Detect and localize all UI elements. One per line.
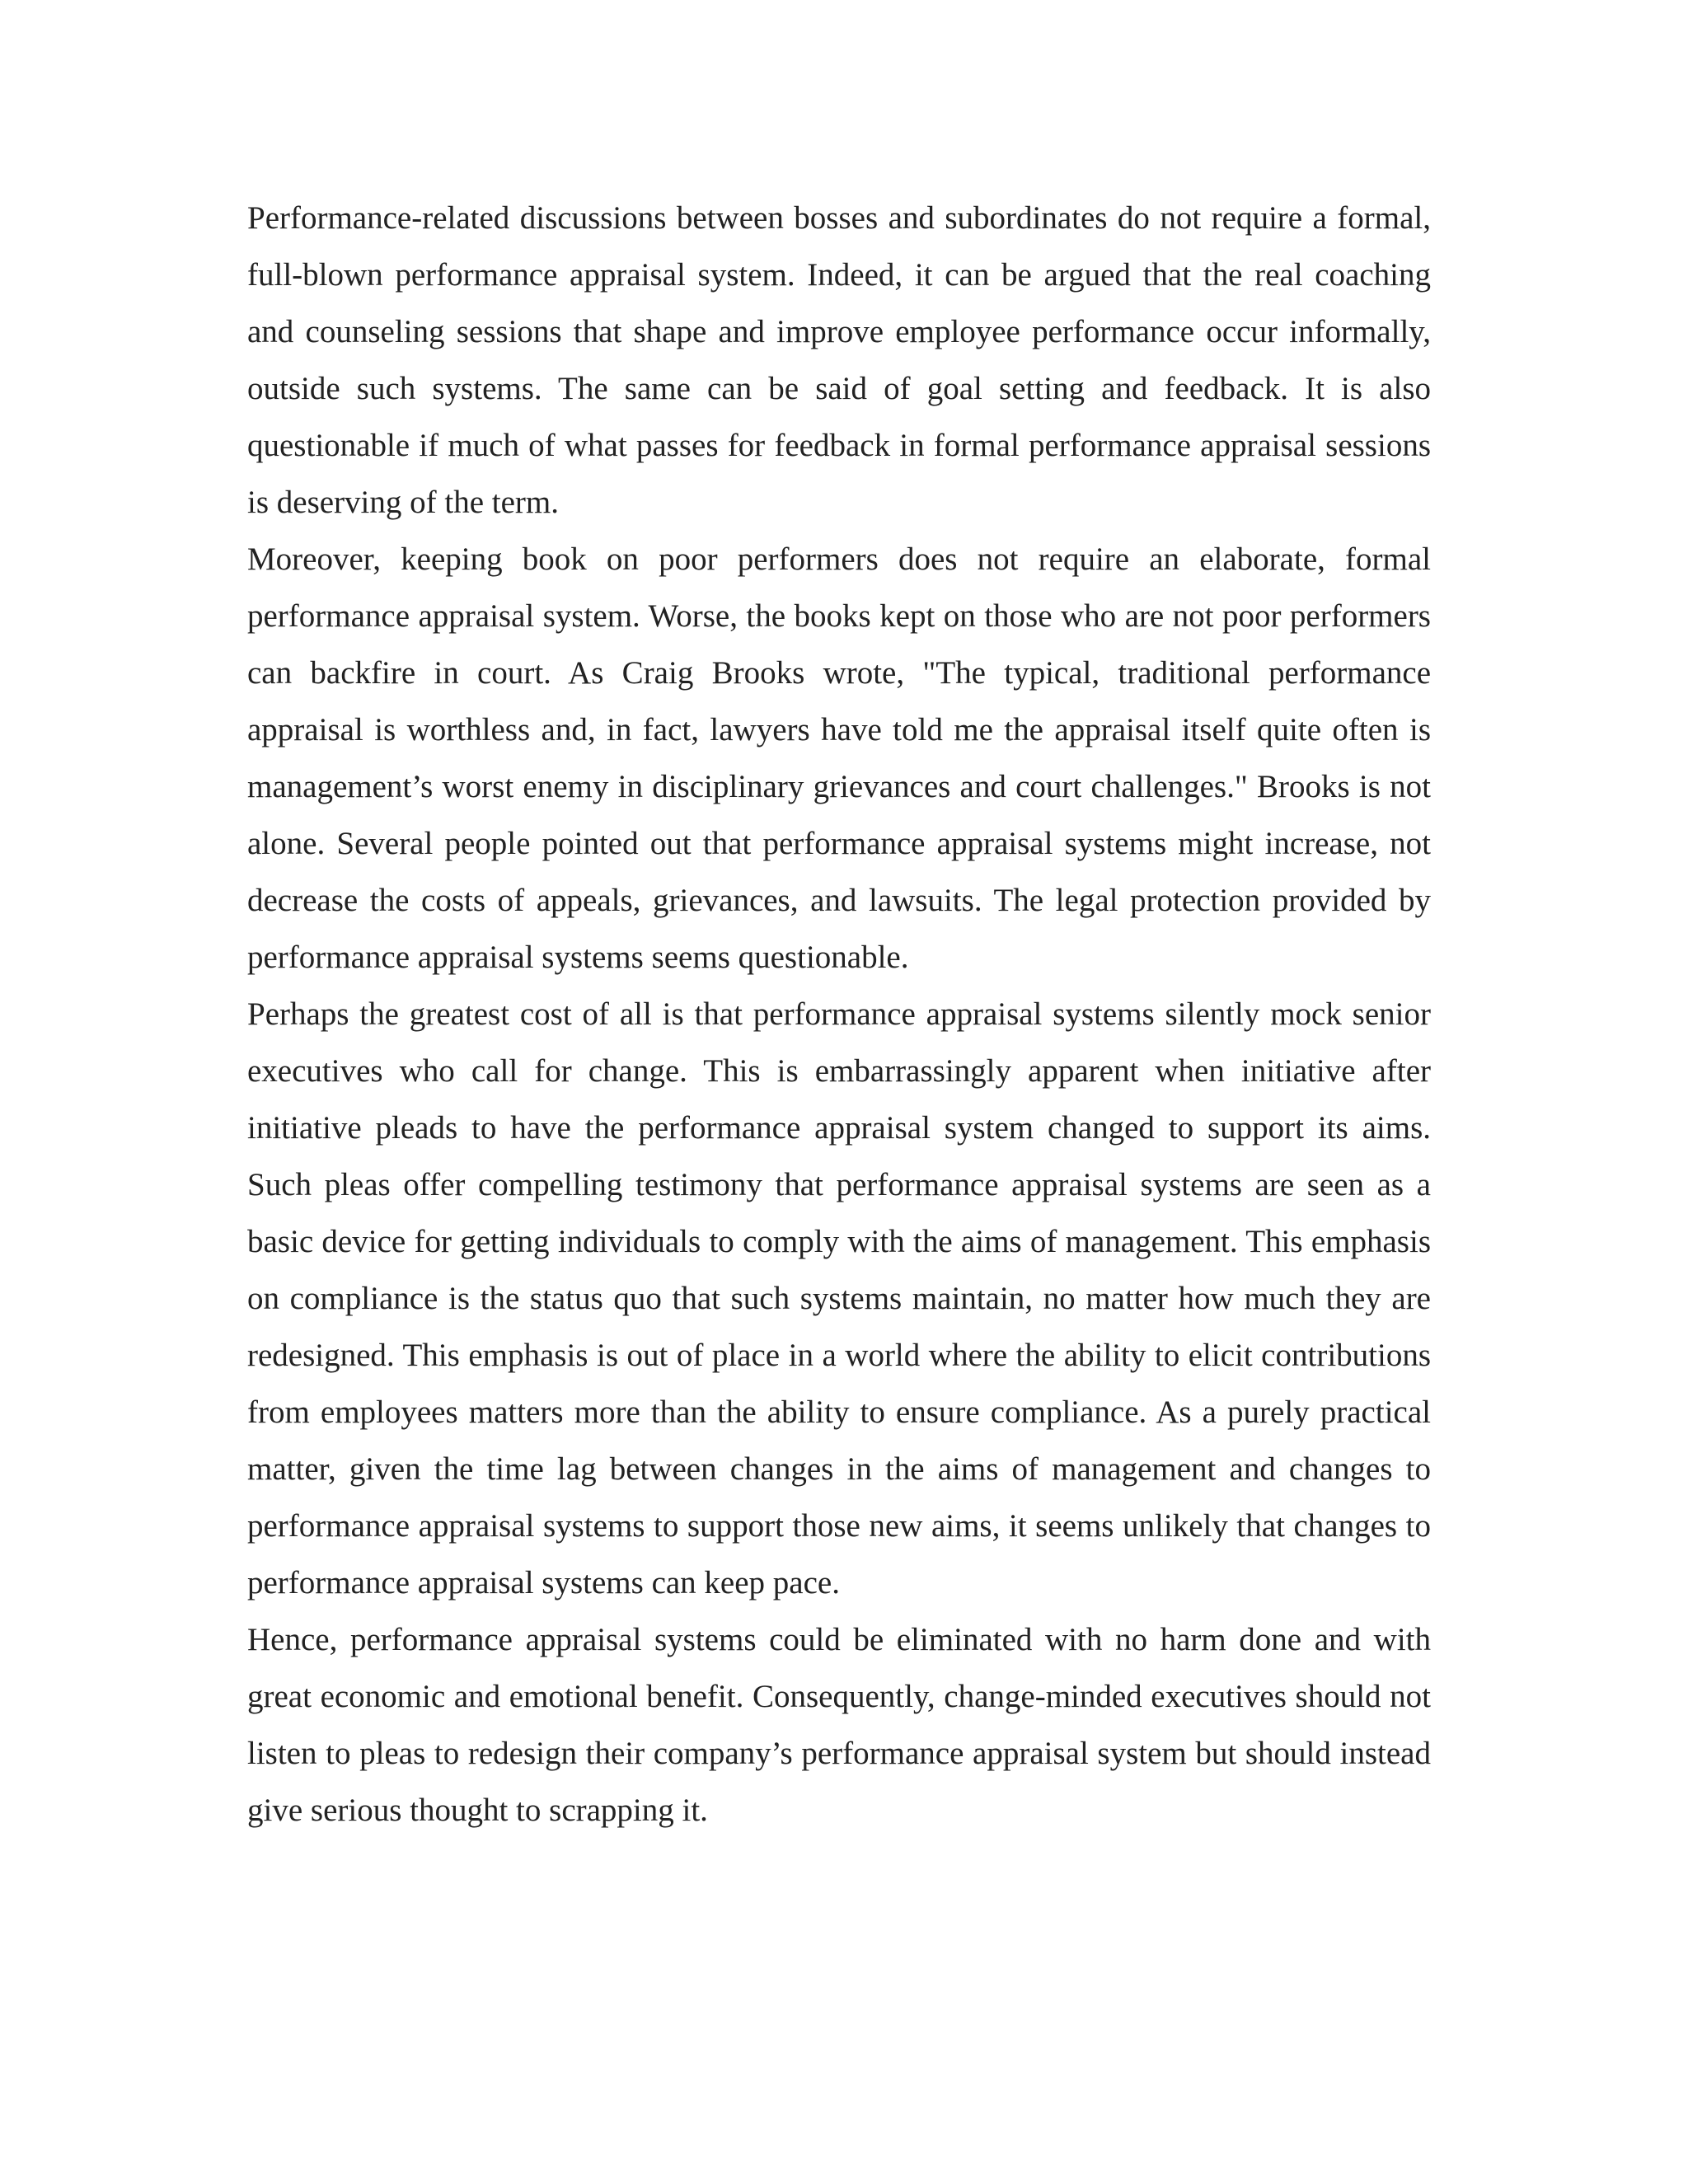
paragraph-3: Perhaps the greatest cost of all is that performance appraisal systems silently mock senior executives who call for change. This is embarrassingly apparent when initiative after initiative pleads to have the performance appraisal system changed to support its aims. Such pleas offer compelling testimony that performance appraisal systems are seen as a basic device for getting individuals to comply with the aims of management. This emphasis on compliance is the status quo that such systems maintain, no matter how much they are redesigned. This emphasis is out of place in a world where the ability to elicit contributions from employees matters more than the ability to ensure compliance. As a purely practical matter, given the time lag between changes in the aims of management and changes to performance appraisal systems to support those new aims, it seems unlikely that changes to performance appraisal systems can keep pace. — [247, 996, 1431, 1601]
paragraph-4: Hence, performance appraisal systems could be eliminated with no harm done and with great economic and emotional benefit. Consequently, change-minded executives should not listen to pleas to redesign their company’s performance appraisal system but should instead give serious thought to scrapping it. — [247, 1622, 1431, 1828]
paragraph-1: Performance-related discussions between bosses and subordinates do not require a formal, full-blown performance appraisal system. Indeed, it can be argued that the real coaching and counseling sessions that shape and improve employee performance occur informally, outside such systems. The same can be said of goal setting and feedback. It is also questionable if much of what passes for feedback in formal performance appraisal sessions is deserving of the term. — [247, 200, 1431, 520]
paragraph-2: Moreover, keeping book on poor performers does not require an elaborate, formal performance appraisal system. Worse, the books kept on those who are not poor performers can backfire in court. As Craig Brooks wrote, "The typical, traditional performance appraisal is worthless and, in fact, lawyers have told me the appraisal itself quite often is management’s worst enemy in disciplinary grievances and court challenges." Brooks is not alone. Several people pointed out that performance appraisal systems might increase, not decrease the costs of appeals, grievances, and lawsuits. The legal protection provided by performance appraisal systems seems questionable. — [247, 541, 1431, 975]
document-body — [247, 190, 1431, 1839]
